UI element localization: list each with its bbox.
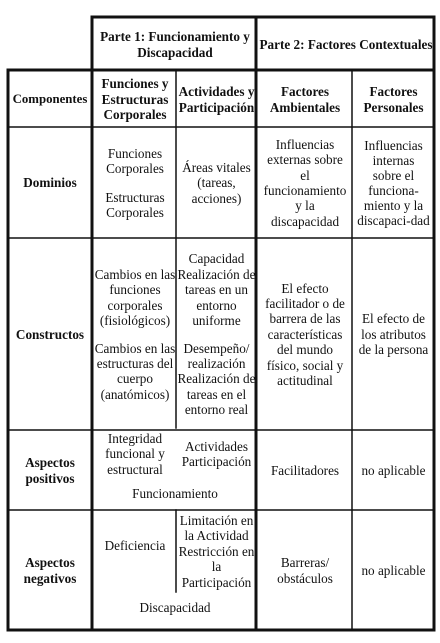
constructs-capacity: Capacidad Realización de tareas en un entorno uniforme — [177, 251, 256, 329]
domains-personal-text: Influencias internas sobre el funciona-miento y la discapaci-dad — [357, 138, 430, 228]
positive-activities-text: Actividades Participación — [181, 438, 252, 469]
negative-functions-text: Deficiencia — [104, 538, 166, 554]
positive-activities-cell — [177, 431, 256, 477]
part2-header — [258, 19, 434, 70]
constructs-label-text: Constructos — [15, 326, 85, 342]
constructs-structures-body: Cambios en las estructuras del cuerpo (anatómicos) — [94, 340, 176, 402]
positive-environmental-cell — [258, 431, 352, 510]
positive-personal-text: no aplicable — [361, 462, 426, 478]
positive-functions-cell — [94, 431, 176, 477]
positive-functions-text: Integridad funcional y estructural — [105, 430, 165, 477]
part1-header — [94, 19, 256, 70]
functions-structures-header-text: Funciones y Estructuras Corporales — [101, 76, 169, 123]
negative-activities-cell — [177, 511, 256, 592]
domains-environmental-text: Influencias externas sobre el funcionamiento y la discapacidad — [263, 136, 347, 229]
negative-summary-cell — [94, 597, 256, 619]
negative-personal-cell — [353, 511, 434, 630]
constructs-personal-text: El efecto de los atributos de la persona — [358, 311, 429, 358]
negative-aspects-label — [8, 511, 92, 630]
constructs-label — [8, 239, 92, 430]
environmental-factors-header-text: Factores Ambientales — [269, 84, 341, 115]
positive-personal-cell — [353, 431, 434, 510]
constructs-functions-body: Cambios en las funciones corporales (fisiológicos) — [94, 266, 176, 329]
domains-label — [8, 128, 92, 238]
constructs-activities-cell — [177, 239, 256, 430]
personal-factors-header — [353, 72, 434, 127]
negative-environmental-cell — [258, 511, 352, 630]
activities-participation-header — [177, 72, 256, 127]
negative-aspects-label-text: Aspectos negativos — [23, 555, 77, 586]
components-header — [8, 72, 92, 127]
positive-summary-text: Funcionamiento — [132, 486, 218, 502]
constructs-environmental-cell — [258, 239, 352, 430]
constructs-functions-cell — [94, 239, 176, 430]
constructs-performance: Desempeño/ realización Realización de tareas en el entorno real — [177, 340, 256, 418]
personal-factors-header-text: Factores Personales — [363, 84, 424, 115]
negative-environmental-text: Barreras/ obstáculos — [277, 555, 333, 586]
domains-environmental-cell — [258, 128, 352, 238]
positive-summary-cell — [94, 484, 256, 504]
functions-structures-header — [94, 72, 176, 127]
part2-header-text: Parte 2: Factores Contextuales — [259, 36, 433, 52]
constructs-personal-cell — [353, 239, 434, 430]
negative-personal-text: no aplicable — [361, 562, 426, 578]
domains-functions-cell — [94, 128, 176, 238]
part1-header-text: Parte 1: Funcionamiento y Discapacidad — [100, 29, 250, 60]
environmental-factors-header — [258, 72, 352, 127]
constructs-environmental-text: El efecto facilitador o de barrera de las características del mundo físico, social y actitudinal — [265, 280, 345, 389]
domains-activities-cell — [177, 128, 256, 238]
positive-environmental-text: Facilitadores — [270, 462, 340, 478]
negative-activities-text: Limitación en la Actividad Restricción en la Participación — [178, 512, 255, 590]
domains-functions-body: Funciones Corporales — [106, 145, 164, 177]
domains-label-text: Dominios — [23, 175, 77, 191]
domains-personal-cell — [353, 128, 434, 238]
positive-aspects-label-text: Aspectos positivos — [25, 455, 75, 486]
positive-aspects-label — [8, 431, 92, 510]
components-header-text: Componentes — [12, 91, 88, 106]
negative-summary-text: Discapacidad — [139, 600, 211, 616]
activities-participation-header-text: Actividades y Participación — [178, 84, 255, 115]
domains-structures-body: Estructuras Corporales — [105, 189, 165, 220]
negative-functions-cell — [94, 511, 176, 581]
domains-activities-text: Áreas vitales (tareas, acciones) — [182, 159, 251, 206]
